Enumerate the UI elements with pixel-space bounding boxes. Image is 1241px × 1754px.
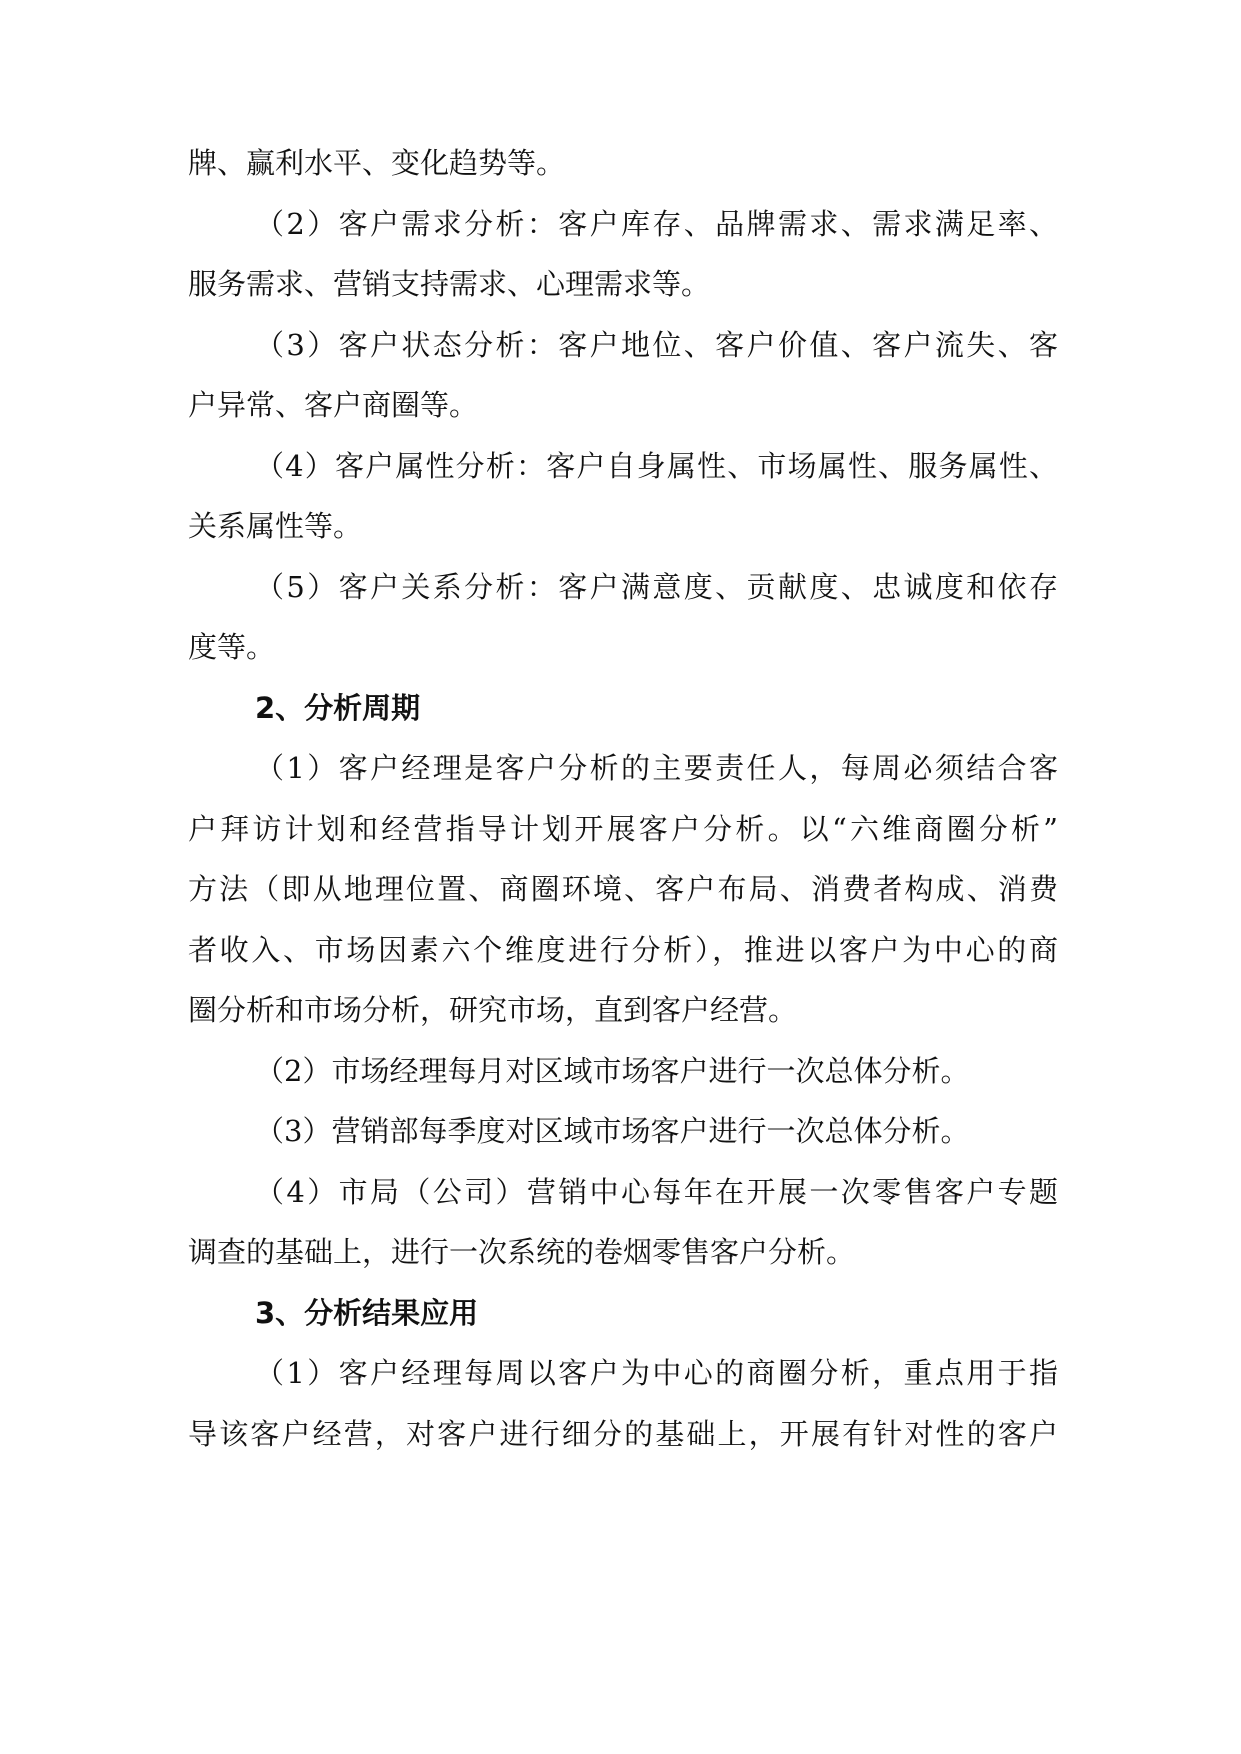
text-line: 牌、赢利水平、变化趋势等。 <box>188 146 566 180</box>
text-line: （2）客户需求分析：客户库存、品牌需求、需求满足率、 <box>255 207 1058 241</box>
text-line: 服务需求、营销支持需求、心理需求等。 <box>188 267 711 301</box>
text-line: 度等。 <box>188 630 276 664</box>
text-line: （4）市局（公司）营销中心每年在开展一次零售客户专题 <box>255 1175 1058 1209</box>
text-line: 圈分析和市场分析，研究市场，直到客户经营。 <box>188 993 798 1027</box>
text-line: （3）客户状态分析：客户地位、客户价值、客户流失、客 <box>255 328 1058 362</box>
text-line: 关系属性等。 <box>188 509 363 543</box>
text-line: 方法（即从地理位置、商圈环境、客户布局、消费者构成、消费 <box>188 872 1058 906</box>
text-line: 调查的基础上，进行一次系统的卷烟零售客户分析。 <box>188 1235 856 1269</box>
text-line: （1）客户经理每周以客户为中心的商圈分析，重点用于指 <box>255 1356 1058 1390</box>
text-line: 者收入、市场因素六个维度进行分析），推进以客户为中心的商 <box>188 933 1058 967</box>
text-line: （5）客户关系分析：客户满意度、贡献度、忠诚度和依存 <box>255 570 1058 604</box>
text-line: （1）客户经理是客户分析的主要责任人，每周必须结合客 <box>255 751 1058 785</box>
section-heading: 3、分析结果应用 <box>255 1296 479 1330</box>
text-line: （3）营销部每季度对区域市场客户进行一次总体分析。 <box>255 1114 970 1148</box>
text-line: （4）客户属性分析：客户自身属性、市场属性、服务属性、 <box>255 449 1058 483</box>
section-heading: 2、分析周期 <box>255 691 421 725</box>
text-line: 导该客户经营，对客户进行细分的基础上，开展有针对性的客户 <box>188 1417 1058 1451</box>
text-line: 户拜访计划和经营指导计划开展客户分析。以“六维商圈分析” <box>188 812 1058 846</box>
text-line: 户异常、客户商圈等。 <box>188 388 479 422</box>
text-line: （2）市场经理每月对区域市场客户进行一次总体分析。 <box>255 1054 970 1088</box>
